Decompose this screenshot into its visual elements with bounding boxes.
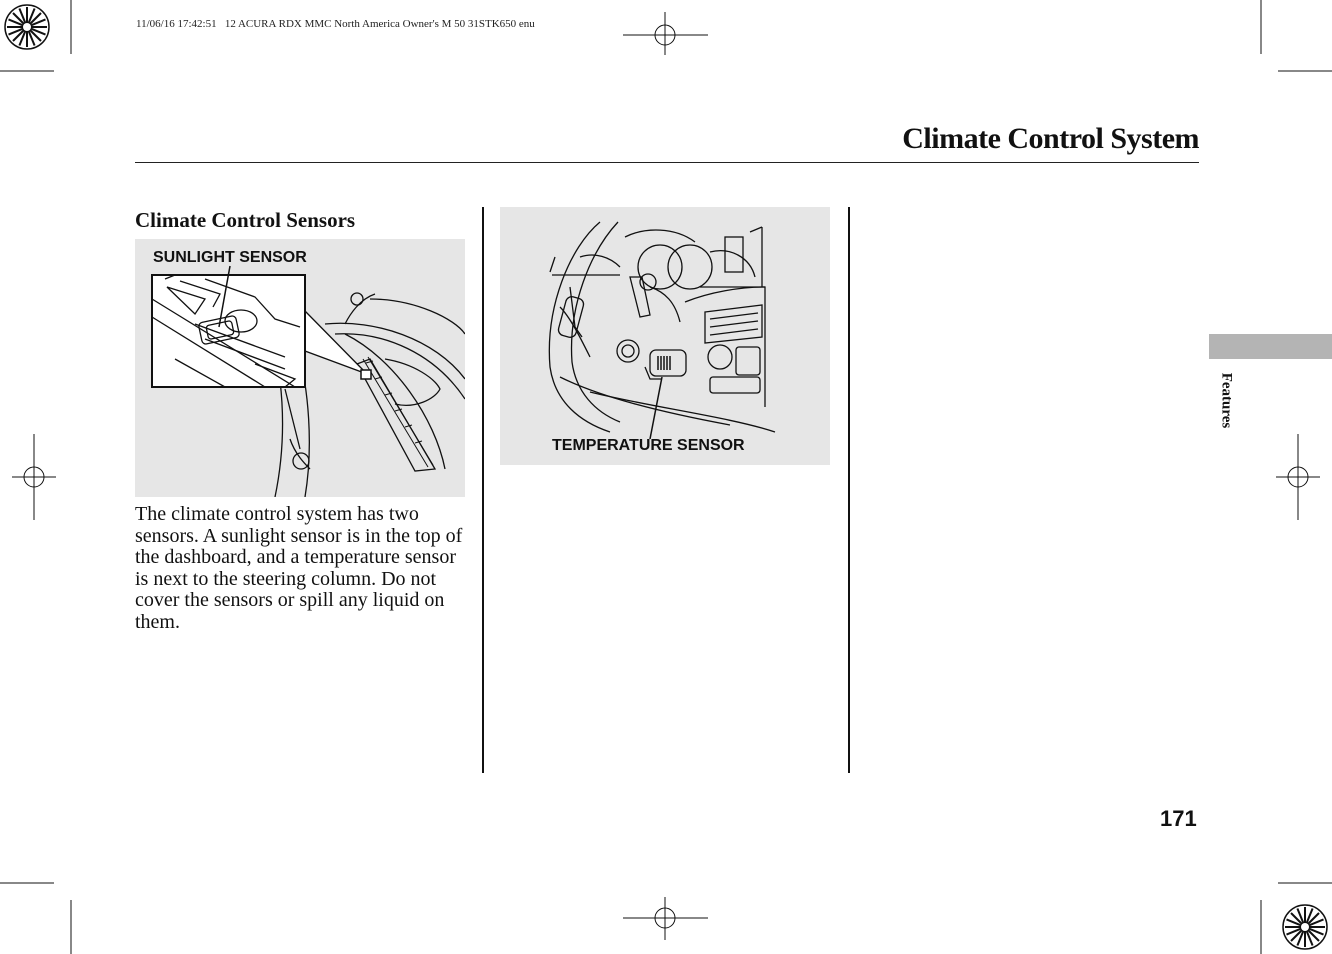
chapter-tab-label: Features (1218, 372, 1235, 429)
sunlight-sensor-figure (135, 239, 465, 497)
temperature-sensor-illustration (500, 207, 830, 465)
temperature-sensor-figure (500, 207, 830, 465)
sunlight-sensor-label: SUNLIGHT SENSOR (153, 249, 307, 266)
body-text: The climate control system has two sensors. A sunlight sensor is in the top of the dashboard, and a temperature sensor is next to the steering column. Do not cover the sensors or spill any liquid on them. (135, 503, 463, 633)
section-heading: Climate Control Sensors (135, 208, 356, 232)
temperature-sensor-label: TEMPERATURE SENSOR (552, 437, 745, 454)
title-rule (135, 162, 1199, 163)
print-info-line: 11/06/16 17:42:51 12 ACURA RDX MMC North America Owner's M 50 31STK650 enu (136, 18, 535, 30)
page-title: Climate Control System (902, 122, 1199, 155)
sunlight-sensor-illustration (135, 239, 465, 497)
page-number: 171 (1160, 806, 1197, 831)
column-divider-right (848, 207, 850, 773)
chapter-tab (1209, 334, 1332, 359)
column-divider-left (482, 207, 484, 773)
